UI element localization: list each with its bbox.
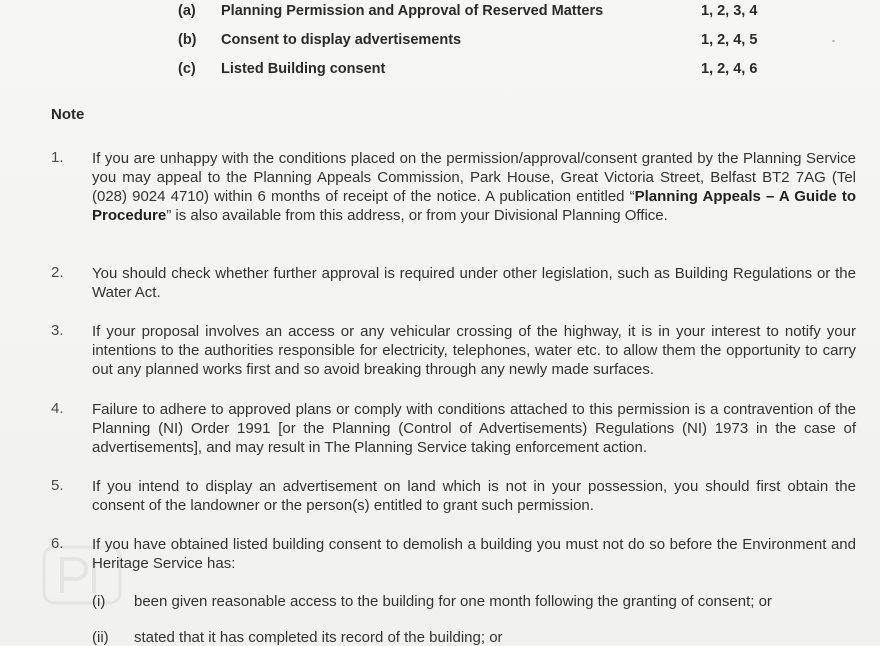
note-number: 6. [51,535,64,552]
consent-letter: (b) [178,32,197,48]
note-text: Failure to adhere to approved plans or comply with conditions attached to this permission is a contravention of the Planning (NI) Order 1991 [or the Planning (Control of Advertisements) Regulations (NI) 1973 in the case of advertisements], and may result in The Planning Service taking enforcement action. [92,401,856,456]
note-number: 3. [51,322,64,339]
note-text: If your proposal involves an access or any vehicular crossing of the highway, it is in your interest to notify your intentions to the authorities responsible for electricity, telephones, water etc. to allow them the opportunity to carry out any planned works first and so avoid breaking through any newly made surfaces. [92,323,856,378]
guide-title: Planning Appeals – A Guide to Procedure [92,188,856,224]
note-number: 4. [51,400,64,417]
scan-speck [832,40,835,42]
note-number: 2. [51,264,64,281]
appeal-table-row [0,61,880,81]
consent-title: Listed Building consent [221,61,386,77]
sub-item-text: been given reasonable access to the building for one month following the granting of consent; or [134,593,772,610]
note-text: If you are unhappy with the conditions placed on the permission/approval/consent granted by the Planning Service you may appeal to the Planning Appeals Commission, Park House, Great Victoria Street, Belfast BT2 7AG (Tel (028) 9024 4710) within 6 months of receipt of the notice. A publication entitled “Planning Appeals – A Guide to Procedure” is also available from this address, or from your Divisional Planning Office. [92,150,856,224]
note-number: 5. [51,477,64,494]
sub-item-number: (i) [92,593,106,610]
consent-letter: (c) [178,61,196,77]
appeal-table-row [0,32,880,52]
note-number: 1. [51,149,64,166]
appeal-table-row [0,3,880,23]
sub-item-text: stated that it has completed its record of the building; or [134,629,503,646]
watermark-logo-icon [42,545,122,605]
note-heading: Note [51,106,85,123]
note-text: You should check whether further approval is required under other legislation, such as Building Regulations or the Water Act. [92,265,856,301]
applicable-notes: 1, 2, 4, 5 [701,32,758,48]
sub-item-number: (ii) [92,629,109,646]
applicable-notes: 1, 2, 4, 6 [701,61,758,77]
note-text: If you intend to display an advertisement on land which is not in your possession, you should first obtain the consent of the landowner or the person(s) entitled to grant such permission. [92,478,856,514]
consent-title: Consent to display advertisements [221,32,462,48]
applicable-notes: 1, 2, 3, 4 [701,3,758,19]
note-text: If you have obtained listed building consent to demolish a building you must not do so before the Environment and Heritage Service has: [92,536,856,572]
consent-title: Planning Permission and Approval of Reserved Matters [221,3,604,19]
consent-letter: (a) [178,3,196,19]
